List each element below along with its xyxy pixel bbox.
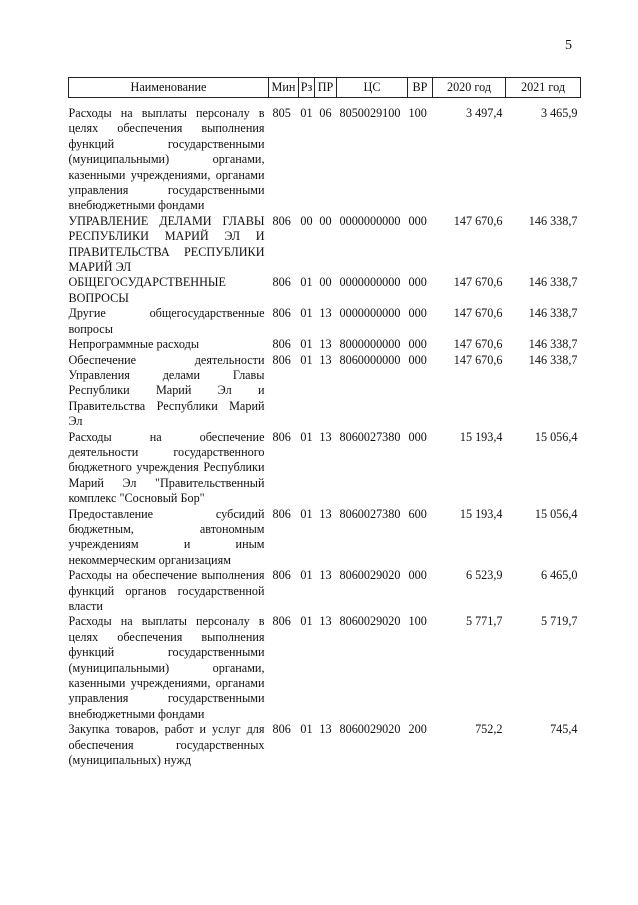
row-name: УПРАВЛЕНИЕ ДЕЛАМИ ГЛАВЫ РЕСПУБЛИКИ МАРИЙ ЭЛ И ПРАВИТЕЛЬСТВА РЕСПУБЛИКИ МАРИЙ ЭЛ: [68, 213, 265, 275]
row-vr: 200: [408, 722, 427, 737]
row-rz: 01: [300, 337, 313, 352]
row-cs: 8060027380: [339, 506, 401, 521]
row-min: 806: [272, 614, 291, 629]
row-2020: 15 193,4: [459, 506, 503, 521]
row-name: Расходы на выплаты персоналу в целях обеспечения выполнения функций государственными (муниципальными) органами, казенными учреждениями, органами управления государственными внебюджетными фондами: [68, 106, 265, 213]
row-pr: 06: [319, 106, 332, 120]
row-2020: 3 497,4: [465, 106, 503, 120]
row-vr: 000: [408, 275, 427, 290]
row-vr: 100: [408, 106, 427, 120]
row-vr: 000: [408, 429, 427, 444]
row-2020: 15 193,4: [459, 429, 503, 444]
row-pr: 13: [319, 568, 332, 583]
row-cs: 8050029100: [339, 106, 401, 120]
table-row: [69, 306, 581, 337]
page-number: 5: [565, 38, 572, 53]
row-2020: 6 523,9: [465, 568, 503, 583]
row-pr: 13: [319, 337, 332, 352]
row-vr: 600: [408, 506, 427, 521]
table-row: [69, 430, 581, 507]
row-vr: 000: [408, 213, 427, 228]
row-min: 805: [272, 106, 291, 120]
row-name: Обеспечение деятельности Управления делами Главы Республики Марий Эл и Правительства Республики Марий Эл: [68, 352, 265, 429]
row-vr: 000: [408, 306, 427, 321]
row-name: Расходы на обеспечение выполнения функций органов государственной власти: [68, 568, 265, 613]
row-vr: 000: [408, 568, 427, 583]
row-cs: 8060029020: [339, 568, 401, 583]
row-min: 806: [272, 506, 291, 521]
row-min: 806: [272, 568, 291, 583]
table-row: [69, 275, 581, 306]
row-2020: 147 670,6: [453, 306, 503, 321]
row-name: ОБЩЕГОСУДАРСТВЕННЫЕ ВОПРОСЫ: [68, 275, 226, 305]
row-pr: 13: [319, 722, 332, 737]
row-2021: 146 338,7: [528, 352, 578, 367]
row-vr: 100: [408, 614, 427, 629]
row-rz: 01: [300, 614, 313, 629]
header-cs: ЦС: [337, 78, 408, 98]
header-2020: 2020 год: [433, 78, 506, 98]
row-rz: 01: [300, 506, 313, 521]
row-cs: 8060000000: [339, 352, 401, 367]
row-pr: 13: [319, 614, 332, 629]
row-2020: 147 670,6: [453, 275, 503, 290]
row-name: Расходы на обеспечение деятельности государственного бюджетного учреждения Республики Марий Эл "Правительственный комплекс "Сосновый Бор": [68, 429, 265, 506]
table-row: [69, 98, 581, 214]
row-pr: 13: [319, 306, 332, 321]
header-min: Мин: [269, 78, 299, 98]
table-row: [69, 337, 581, 352]
row-rz: 01: [300, 568, 313, 583]
row-2021: 15 056,4: [534, 429, 578, 444]
row-name: Непрограммные расходы: [68, 337, 200, 352]
row-2021: 5 719,7: [540, 614, 578, 629]
row-2021: 146 338,7: [528, 306, 578, 321]
table-row: [69, 722, 581, 768]
row-min: 806: [272, 337, 291, 352]
row-2020: 147 670,6: [453, 352, 503, 367]
row-min: 806: [272, 722, 291, 737]
row-2021: 15 056,4: [534, 506, 578, 521]
row-2021: 146 338,7: [528, 275, 578, 290]
row-pr: 13: [319, 506, 332, 521]
row-rz: 01: [300, 722, 313, 737]
row-cs: 8060029020: [339, 614, 401, 629]
row-name: Расходы на выплаты персоналу в целях обеспечения выполнения функций государственными (муниципальными) органами, казенными учреждениями, органами управления государственными внебюджетными фондами: [68, 614, 265, 721]
row-cs: 8060027380: [339, 429, 401, 444]
row-2021: 6 465,0: [540, 568, 578, 583]
row-min: 806: [272, 213, 291, 228]
row-cs: 0000000000: [339, 275, 401, 290]
row-rz: 00: [300, 213, 313, 228]
table-row: [69, 568, 581, 614]
row-pr: 13: [319, 429, 332, 444]
table-body: [69, 98, 581, 769]
table-header: [69, 78, 581, 98]
row-pr: 13: [319, 352, 332, 367]
table-row: [69, 614, 581, 722]
row-2021: 745,4: [550, 722, 578, 737]
row-rz: 01: [300, 352, 313, 367]
table-row: [69, 507, 581, 569]
row-2020: 147 670,6: [453, 337, 503, 352]
row-rz: 01: [300, 306, 313, 321]
row-min: 806: [272, 429, 291, 444]
row-rz: 01: [300, 275, 313, 290]
row-vr: 000: [408, 352, 427, 367]
header-2021: 2021 год: [506, 78, 581, 98]
row-cs: 0000000000: [339, 213, 401, 228]
row-min: 806: [272, 352, 291, 367]
row-vr: 000: [408, 337, 427, 352]
row-pr: 00: [319, 275, 332, 290]
row-2020: 752,2: [475, 722, 503, 737]
row-name: Предоставление субсидий бюджетным, автономным учреждениям и иным некоммерческим организациям: [68, 506, 265, 567]
row-2020: 147 670,6: [453, 213, 503, 228]
header-vr: ВР: [408, 78, 433, 98]
row-cs: 8000000000: [339, 337, 401, 352]
row-rz: 01: [300, 429, 313, 444]
row-2021: 3 465,9: [540, 106, 578, 120]
row-2021: 146 338,7: [528, 337, 578, 352]
row-min: 806: [272, 306, 291, 321]
table-row: [69, 353, 581, 430]
row-cs: 8060029020: [339, 722, 401, 737]
row-pr: 00: [319, 213, 332, 228]
table-row: [69, 214, 581, 276]
row-min: 806: [272, 275, 291, 290]
budget-table: [68, 77, 581, 768]
row-2020: 5 771,7: [465, 614, 503, 629]
row-rz: 01: [300, 106, 313, 120]
header-name: Наименование: [69, 78, 269, 98]
row-2021: 146 338,7: [528, 213, 578, 228]
header-rz: Рз: [299, 78, 315, 98]
row-name: Другие общегосударственные вопросы: [68, 306, 265, 336]
row-cs: 0000000000: [339, 306, 401, 321]
header-pr: ПР: [315, 78, 337, 98]
row-name: Закупка товаров, работ и услуг для обеспечения государственных (муниципальных) нужд: [68, 722, 265, 768]
